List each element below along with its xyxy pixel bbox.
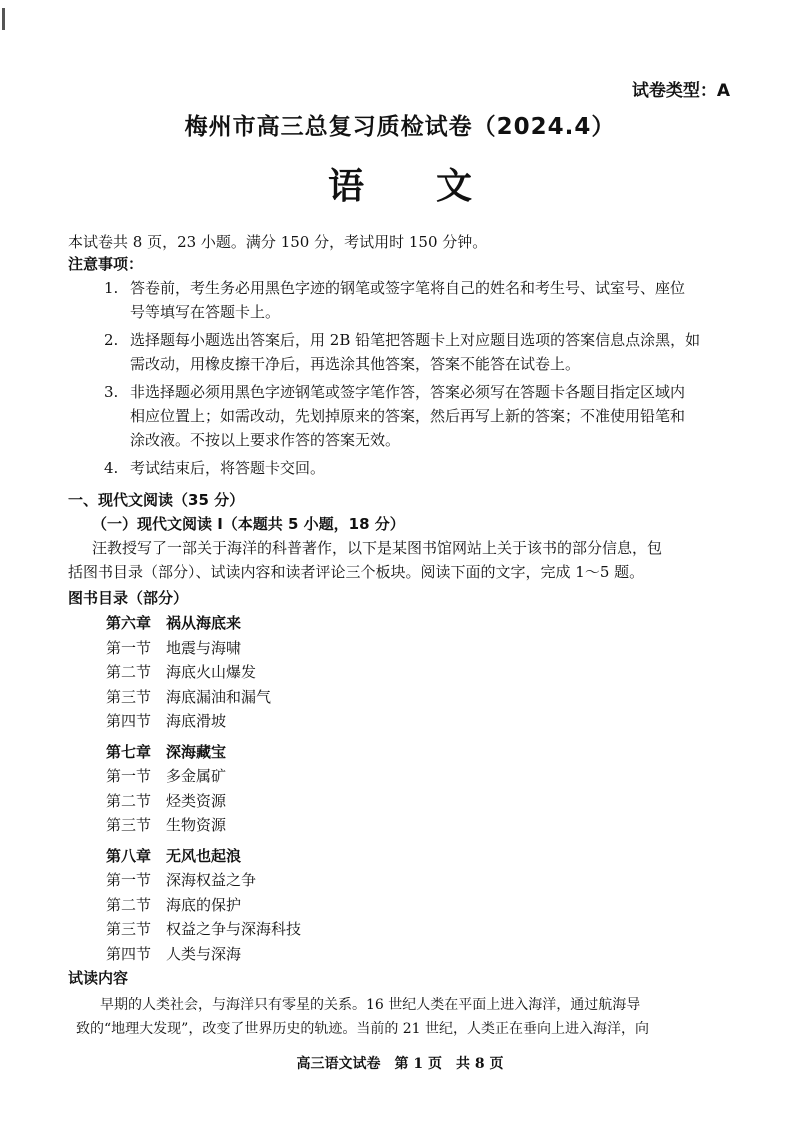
page-footer: 高三语文试卷 第 1 页 共 8 页 [296, 1056, 504, 1072]
scan-margin-mark [2, 8, 5, 30]
catalog-section: 第四节 海底滑坡 [106, 712, 227, 730]
catalog-chapter: 第八章 无风也起浪 [106, 846, 242, 865]
notice-item-line: 相应位置上；如需改动，先划掉原来的答案，然后再写上新的答案；不准使用铅笔和 [130, 407, 686, 425]
catalog-section: 第二节 烃类资源 [106, 791, 227, 810]
catalog-section: 第二节 海底火山爆发 [106, 663, 257, 681]
notice-item-line: 需改动，用橡皮擦干净后，再选涂其他答案，答案不能答在试卷上。 [130, 355, 581, 373]
catalog-section: 第三节 生物资源 [106, 816, 227, 834]
catalog-section: 第三节 海底漏油和漏气 [106, 687, 272, 706]
catalog-section: 第一节 多金属矿 [106, 767, 227, 785]
intro-line: 汪教授写了一部关于海洋的科普著作，以下是某图书馆网站上关于该书的部分信息，包 [92, 539, 663, 557]
section-heading: 一、现代文阅读（35 分） [68, 491, 245, 509]
notice-item-number: 4. [104, 459, 119, 477]
trial-heading: 试读内容 [68, 969, 129, 987]
catalog-section: 第三节 权益之争与深海科技 [106, 920, 302, 938]
subsection-heading: （一）现代文阅读 I（本题共 5 小题，18 分） [92, 515, 405, 533]
catalog-section: 第一节 地震与海啸 [106, 638, 242, 657]
notice-item-line: 答卷前，考生务必用黑色字迹的钢笔或签字笔将自己的姓名和考生号、试室号、座位 [130, 279, 686, 297]
notice-item-line: 涂改液。不按以上要求作答的答案无效。 [130, 431, 401, 449]
notice-heading: 注意事项： [68, 255, 144, 273]
notice-item-number: 1. [104, 279, 119, 297]
notice-item-number: 2. [104, 331, 119, 349]
intro-line: 括图书目录（部分）、试读内容和读者评论三个板块。阅读下面的文字，完成 1～5 题。 [68, 563, 645, 581]
catalog-chapter: 第七章 深海藏宝 [106, 742, 227, 761]
notice-item-line: 非选择题必须用黑色字迹钢笔或签字笔作答，答案必须写在答题卡各题目指定区域内 [130, 383, 686, 401]
exam-title: 梅州市高三总复习质检试卷（2024.4） [184, 114, 616, 140]
catalog-section: 第一节 深海权益之争 [106, 871, 257, 889]
trial-line: 致的“地理大发现”，改变了世界历史的轨迹。当前的 21 世纪，人类正在垂向上进入海洋，向 [76, 1021, 650, 1037]
notice-item-line: 考试结束后，将答题卡交回。 [130, 459, 326, 477]
catalog-section: 第四节 人类与深海 [106, 944, 242, 963]
notice-item-line: 号等填写在答题卡上。 [130, 303, 281, 321]
notice-item-line: 选择题每小题选出答案后，用 2B 铅笔把答题卡上对应题目选项的答案信息点涂黑，如 [130, 331, 701, 349]
subject-title: 语 文 [327, 166, 472, 207]
catalog-chapter: 第六章 祸从海底来 [106, 614, 242, 632]
catalog-section: 第二节 海底的保护 [106, 895, 242, 914]
catalog-heading: 图书目录（部分） [68, 589, 189, 607]
paper-type: 试卷类型：A [631, 81, 730, 101]
trial-line: 早期的人类社会，与海洋只有零星的关系。16 世纪人类在平面上进入海洋，通过航海导 [100, 997, 641, 1013]
exam-info: 本试卷共 8 页，23 小题。满分 150 分，考试用时 150 分钟。 [68, 233, 488, 251]
notice-item-number: 3. [104, 383, 119, 401]
